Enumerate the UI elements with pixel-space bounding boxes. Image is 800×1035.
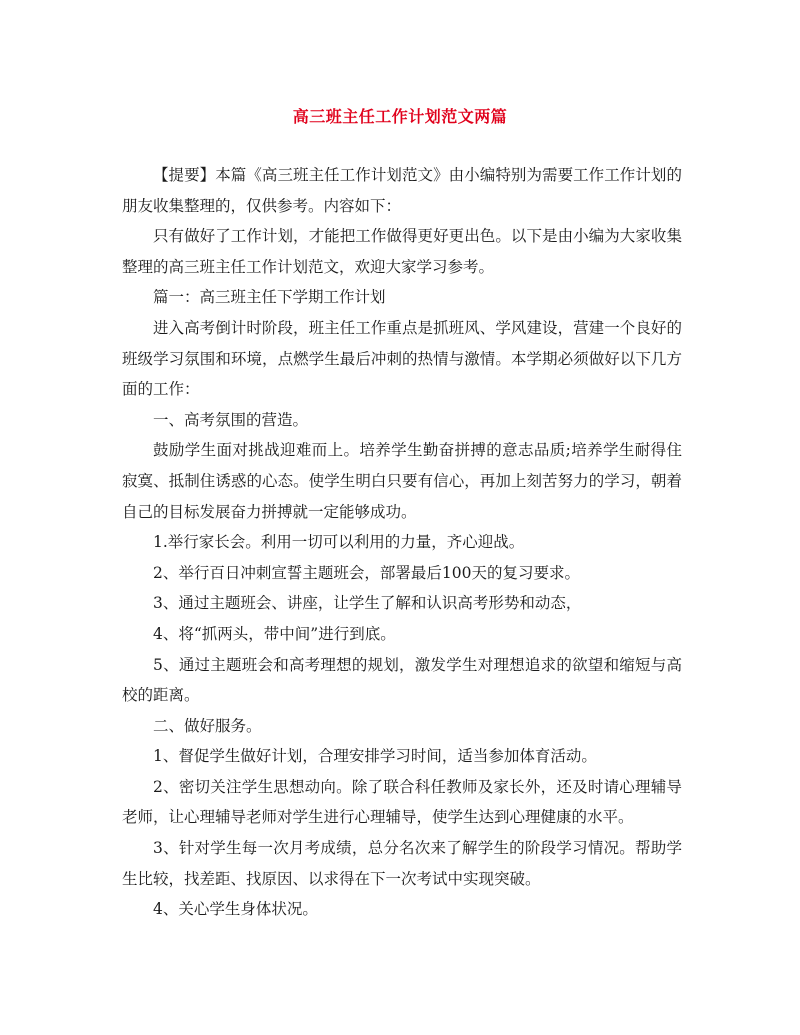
- list-item-1: 1.举行家长会。利用一切可以利用的力量，齐心迎战。: [153, 533, 525, 552]
- paragraph-overview: 进入高考倒计时阶段，班主任工作重点是抓班风、学风建设，营建一个良好的班级学习氛围和环境，点燃学生最后冲刺的热情与激情。本学期必须做好以下几方面的工作：: [122, 318, 682, 399]
- service-item-1: 1、督促学生做好计划，合理安排学习时间，适当参加体育活动。: [153, 747, 597, 766]
- service-item-4: 4、关心学生身体状况。: [153, 900, 318, 919]
- paragraph-encourage: 鼓励学生面对挑战迎难而上。培养学生勤奋拼搏的意志品质;培养学生耐得住寂寞、抵制住诱惑的心态。使学生明白只要有信心，再加上刻苦努力的学习，朝着自己的目标发展奋力拼搏就一定能够成功。: [122, 441, 682, 521]
- document-title: 高三班主任工作计划范文两篇: [292, 107, 508, 126]
- paragraph-summary: 【提要】本篇《高三班主任工作计划范文》由小编特别为需要工作工作计划的朋友收集整理的，仅供参考。内容如下：: [122, 166, 682, 215]
- service-item-3: 3、针对学生每一次月考成绩，总分名次来了解学生的阶段学习情况。帮助学生比较，找差距、找原因、以求得在下一次考试中实现突破。: [122, 839, 682, 888]
- list-item-5: 5、通过主题班会和高考理想的规划，激发学生对理想追求的欲望和缩短与高校的距离。: [122, 655, 682, 705]
- paragraph-intro: 只有做好了工作计划，才能把工作做得更好更出色。以下是由小编为大家收集整理的高三班主任工作计划范文，欢迎大家学习参考。: [122, 227, 682, 276]
- section-heading-atmosphere: 一、高考氛围的营造。: [153, 410, 309, 429]
- service-item-2: 2、密切关注学生思想动向。除了联合科任教师及家长外，还及时请心理辅导老师，让心理辅导老师对学生进行心理辅导，使学生达到心理健康的水平。: [122, 777, 682, 827]
- section-heading-service: 二、做好服务。: [153, 716, 262, 735]
- list-item-3: 3、通过主题班会、讲座，让学生了解和认识高考形势和动态，: [153, 594, 582, 613]
- list-item-4: 4、将“抓两头，带中间”进行到底。: [153, 624, 396, 643]
- list-item-2: 2、举行百日冲刺宣誓主题班会，部署最后100天的复习要求。: [153, 563, 580, 582]
- document-body: [122, 160, 682, 925]
- section-heading-part-one: 篇一：高三班主任下学期工作计划: [153, 288, 386, 307]
